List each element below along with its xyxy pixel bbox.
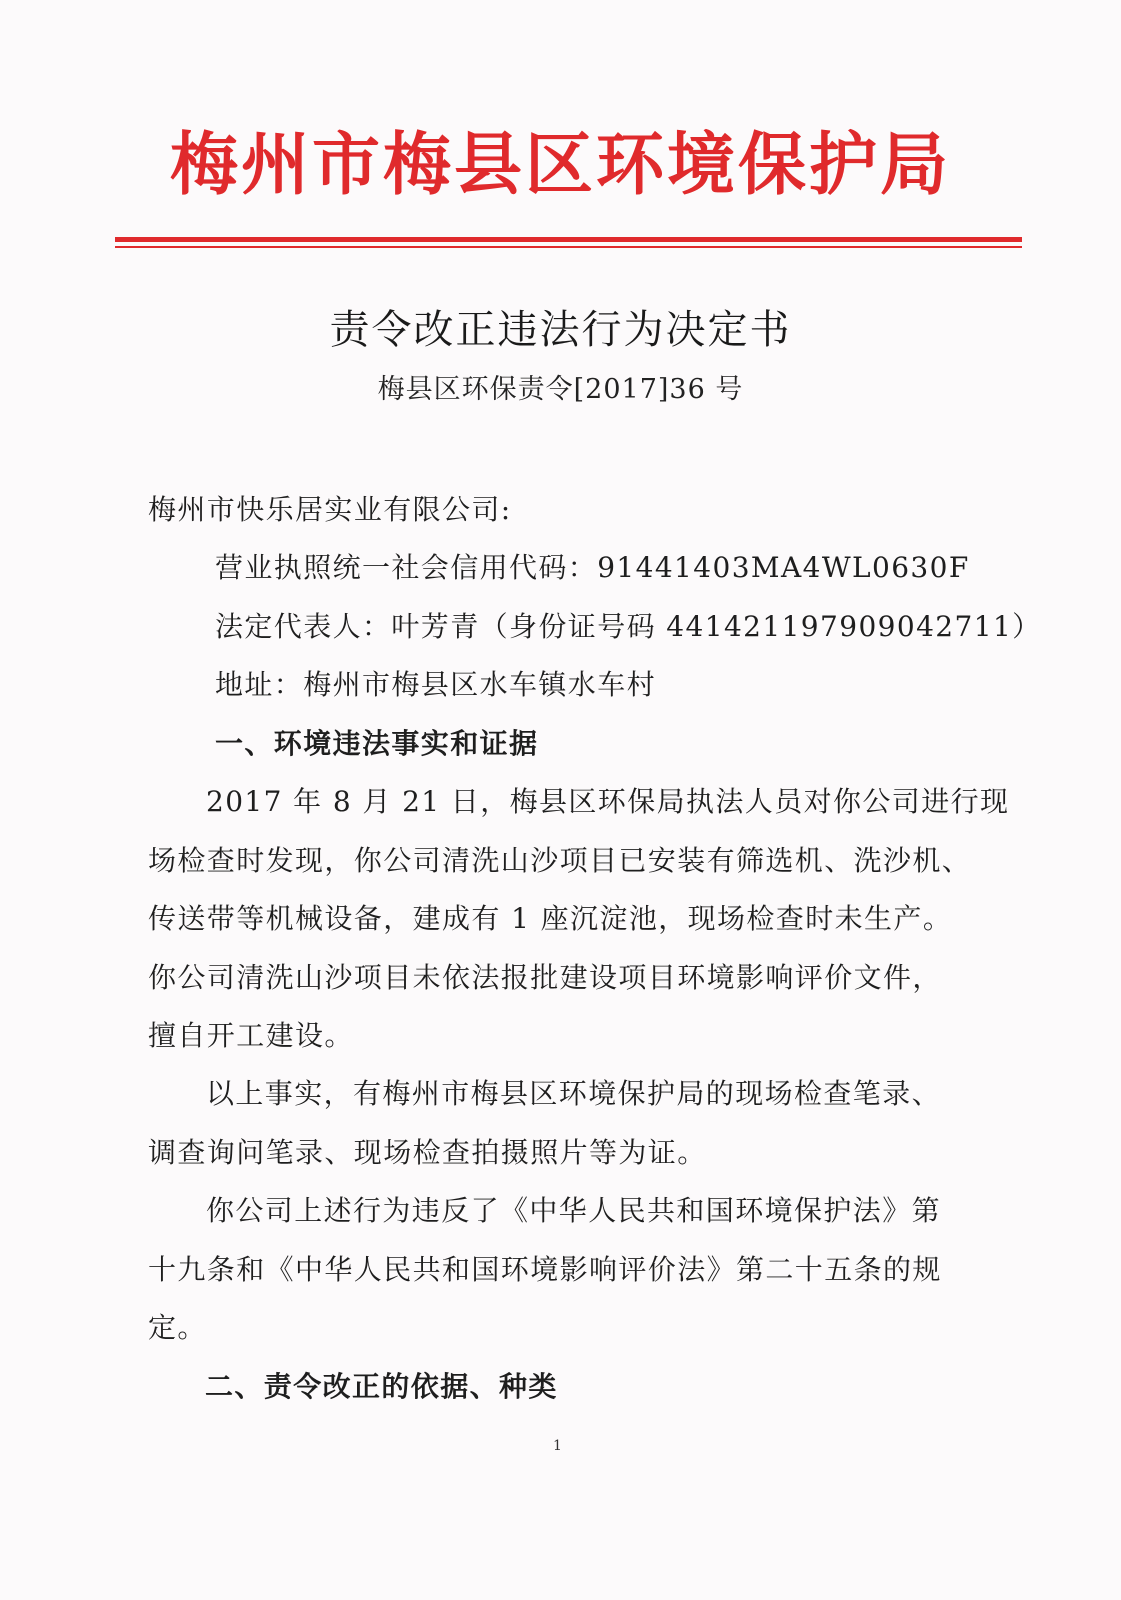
document-number: 梅县区环保责令[2017]36 号 <box>377 374 744 405</box>
document-body <box>148 481 1048 1416</box>
paragraph-line: 场检查时发现，你公司清洗山沙项目已安装有筛选机、洗沙机、 <box>148 843 972 877</box>
paragraph-line: 擅自开工建设。 <box>148 1018 354 1052</box>
document-title: 责令改正违法行为决定书 <box>329 307 792 353</box>
legal-representative: 法定代表人：叶芳青（身份证号码 441421197909042711） <box>215 609 1042 643</box>
letterhead-red-rule-thin <box>115 246 1022 248</box>
address: 地址：梅州市梅县区水车镇水车村 <box>215 668 657 702</box>
paragraph-line: 以上事实，有梅州市梅县区环境保护局的现场检查笔录、 <box>206 1077 942 1111</box>
paragraph-line: 你公司清洗山沙项目未依法报批建设项目环境影响评价文件， <box>148 960 942 994</box>
section-1-heading: 一、环境违法事实和证据 <box>215 726 539 760</box>
paragraph-line: 你公司上述行为违反了《中华人民共和国环境保护法》第 <box>206 1194 942 1228</box>
letterhead-red-rule-thick <box>115 237 1022 242</box>
page-number: 1 <box>553 1438 562 1454</box>
section-2-heading: 二、责令改正的依据、种类 <box>205 1369 558 1403</box>
recipient: 梅州市快乐居实业有限公司: <box>148 493 512 526</box>
paragraph-line: 十九条和《中华人民共和国环境影响评价法》第二十五条的规 <box>148 1252 942 1286</box>
license-code: 营业执照统一社会信用代码：91441403MA4WL0630F <box>215 551 970 585</box>
paragraph-line: 定。 <box>148 1311 207 1345</box>
letterhead-org-name: 梅州市梅县区环境保护局 <box>169 125 951 205</box>
paragraph-line: 调查询问笔录、现场检查拍摄照片等为证。 <box>148 1135 707 1169</box>
paragraph-line: 2017 年 8 月 21 日，梅县区环保局执法人员对你公司进行现 <box>206 785 1010 819</box>
paragraph-line: 传送带等机械设备，建成有 1 座沉淀池，现场检查时未生产。 <box>148 902 953 936</box>
